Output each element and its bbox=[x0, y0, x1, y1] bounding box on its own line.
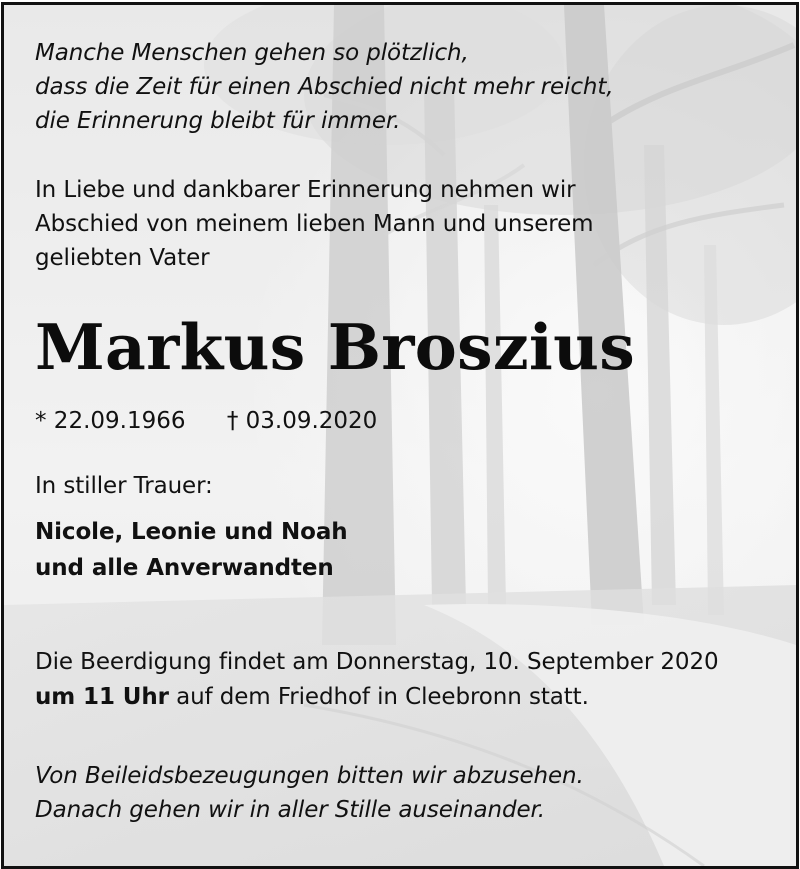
funeral-line-1: Die Beerdigung findet am Donnerstag, 10. September 2020 bbox=[35, 649, 719, 675]
intro-line-2: Abschied von meinem lieben Mann und unserem bbox=[35, 211, 594, 237]
mourners-heading: In stiller Trauer: bbox=[35, 473, 213, 499]
life-dates bbox=[35, 404, 377, 438]
intro-line-1: In Liebe und dankbarer Erinnerung nehmen wir bbox=[35, 177, 576, 203]
closing-line-2: Danach gehen wir in aller Stille auseinander. bbox=[35, 797, 546, 823]
quote-line-3: die Erinnerung bleibt für immer. bbox=[35, 108, 401, 134]
intro-line-3: geliebten Vater bbox=[35, 245, 210, 271]
birth-date: * 22.09.1966 bbox=[35, 408, 186, 434]
closing-line-1: Von Beileidsbezeugungen bitten wir abzusehen. bbox=[35, 763, 584, 789]
mourners-names-line-1: Nicole, Leonie und Noah bbox=[35, 519, 348, 545]
death-date: † 03.09.2020 bbox=[226, 408, 378, 434]
quote-line-2: dass die Zeit für einen Abschied nicht mehr reicht, bbox=[35, 74, 614, 100]
funeral-line-2 bbox=[35, 680, 589, 714]
mourners-names-line-2: und alle Anverwandten bbox=[35, 555, 334, 581]
obituary-text bbox=[35, 5, 776, 866]
deceased-name: Markus Broszius bbox=[35, 310, 636, 384]
funeral-location: auf dem Friedhof in Cleebronn statt. bbox=[168, 684, 589, 710]
quote-line-1: Manche Menschen gehen so plötzlich, bbox=[35, 40, 469, 66]
funeral-time: um 11 Uhr bbox=[35, 684, 169, 710]
obituary-card bbox=[1, 2, 799, 869]
